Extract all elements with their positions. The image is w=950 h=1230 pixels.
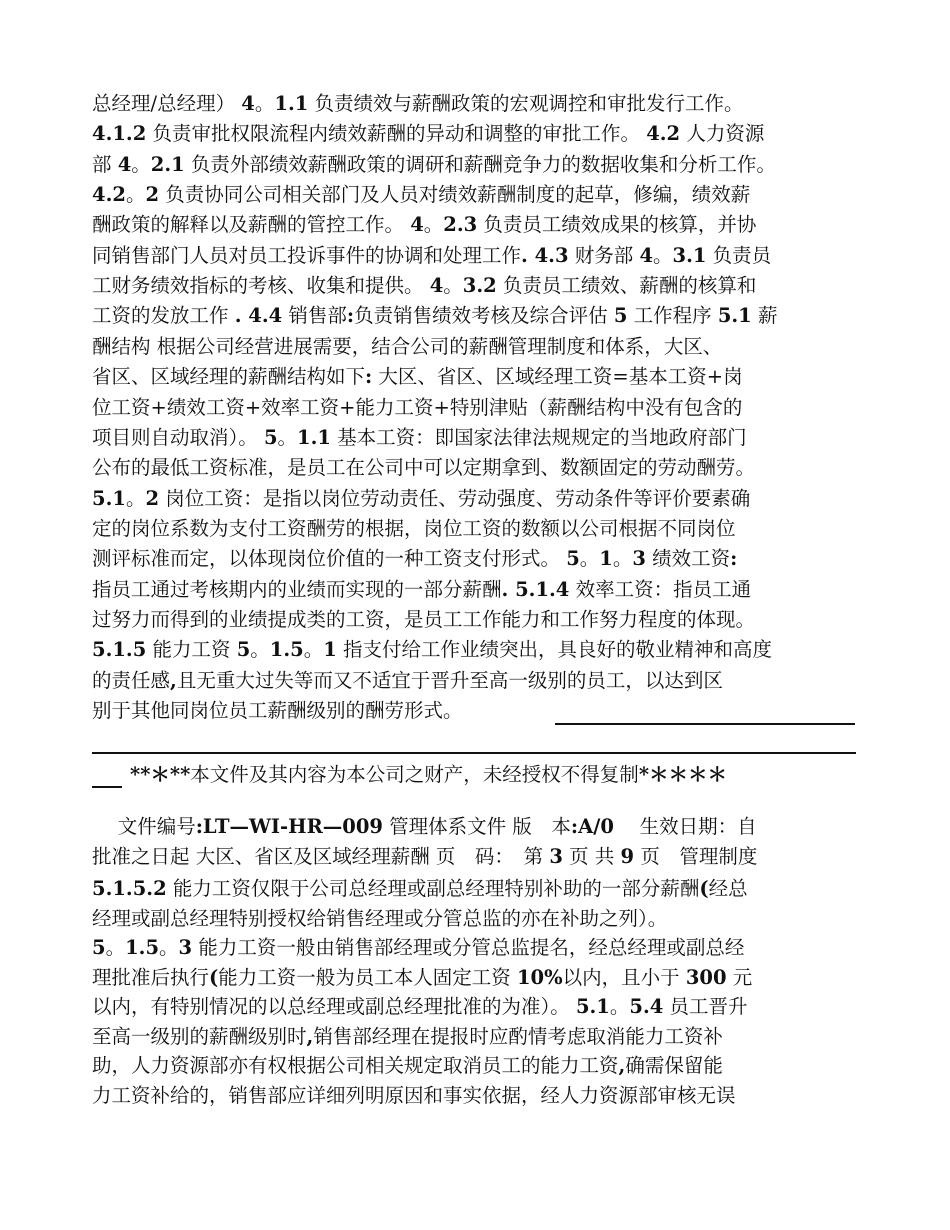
text-line <box>92 152 872 178</box>
text-line <box>92 607 872 633</box>
text-segment: 。 <box>250 638 270 662</box>
bold-segment: 1 <box>323 638 337 662</box>
text-line <box>92 577 872 603</box>
bold-segment: 5.1 <box>717 304 752 328</box>
text-segment: 且无重大过失等而又不适宜于晋升至高一级别的员工，以达到区 <box>176 668 723 692</box>
text-line <box>92 637 872 663</box>
bold-segment: 5 <box>236 638 251 662</box>
text-line <box>92 844 872 870</box>
bold-segment: 3.2 <box>462 274 497 298</box>
text-segment: 公布的最低工资标准，是员工在公司中可以定期拿到、数额固定的劳动酬劳。 <box>92 456 756 480</box>
text-segment: 人力资源 <box>680 122 765 146</box>
text-segment: 负责绩效与薪酬政策的宏观调控和审批发行工作。 <box>308 92 744 115</box>
bold-segment: 3 <box>549 845 563 868</box>
text-segment: 能力工资一般为员工本人固定工资 <box>218 965 517 989</box>
bold-segment: 5.1.5.2 <box>92 877 167 900</box>
text-line <box>92 698 872 724</box>
text-segment: 。 <box>125 183 146 207</box>
text-segment: 。 <box>443 274 463 298</box>
text-segment: 部 <box>92 152 118 176</box>
text-segment: 负责销售绩效考核及综合评估 <box>354 304 614 328</box>
text-segment: 能力工资仅限于公司总经理或副总经理特别补助的一部分薪酬 <box>166 877 700 900</box>
bold-segment: 2 <box>145 183 160 207</box>
text-segment: 经总 <box>708 877 748 900</box>
bold-segment: 3 <box>178 936 193 959</box>
text-segment: 。 <box>105 936 126 959</box>
bold-segment: 5 <box>263 425 278 449</box>
text-segment: 经理或副总经理特别授权给销售经理或分管总监的亦在补助之列）。 <box>92 906 668 930</box>
bold-segment: 9 <box>620 845 635 868</box>
text-segment: 指支付给工作业绩突出，具良好的敬业精神和高度 <box>336 638 773 662</box>
text-segment: 生效日期：自 <box>613 815 757 838</box>
bold-segment: 4 <box>117 152 132 176</box>
text-line <box>92 994 872 1020</box>
text-segment: 。 <box>277 425 298 449</box>
bold-segment: 5.1 <box>92 486 126 510</box>
bold-segment: 4 <box>639 243 654 267</box>
text-segment: 项目则自动取消）。 <box>92 425 264 449</box>
text-line <box>92 243 872 269</box>
text-segment: 过努力而得到的业绩提成类的工资，是员工工作能力和工作努力程度的体现。 <box>92 607 756 631</box>
bold-segment: 1.5 <box>269 638 304 662</box>
text-segment: 。 <box>423 213 444 237</box>
text-line <box>92 425 872 451</box>
text-segment: 力工资补给的，销售部应详细列明原因和事实依据，经人力资源部审核无误 <box>92 1083 736 1107</box>
bold-segment: 3.1 <box>672 243 707 267</box>
text-segment: 能力工资 <box>146 638 237 662</box>
bold-segment: . 4.4 <box>234 304 283 328</box>
text-segment: 省区、区域经理的薪酬结构如下 <box>92 365 366 389</box>
bold-segment: : <box>346 304 355 328</box>
text-segment: 批准之日起 大区、省区及区域经理薪酬 页 码： 第 <box>92 845 550 868</box>
text-line <box>92 91 872 117</box>
text-line <box>92 182 872 208</box>
text-segment: 效率工资：指员工通 <box>569 577 752 601</box>
text-segment: 绩效工资 <box>645 547 731 571</box>
bold-segment: , <box>306 1024 314 1048</box>
bold-segment: 2.1 <box>150 152 185 176</box>
text-line <box>92 486 872 512</box>
text-segment: 。 <box>653 243 673 267</box>
text-segment: 的责任感 <box>92 668 171 692</box>
text-segment: 。 <box>612 547 633 571</box>
text-line <box>92 906 872 932</box>
text-segment: 文件编号 <box>92 815 196 838</box>
text-segment: 指员工通过考核期内的业绩而实现的一部分薪酬 <box>92 577 502 601</box>
bold-segment: 5 <box>613 304 628 328</box>
text-segment: 。 <box>131 152 151 176</box>
bold-segment: 3 <box>632 547 646 571</box>
text-line <box>92 516 872 542</box>
bold-segment: , <box>618 1054 626 1077</box>
text-segment: 酬政策的解释以及薪酬的管控工作。 <box>92 213 411 237</box>
text-line <box>92 935 872 961</box>
text-segment: 。 <box>254 92 275 115</box>
bold-segment: 300 <box>685 965 727 989</box>
text-segment: 助，人力资源部亦有权根据公司相关规定取消员工的能力工资 <box>92 1054 619 1077</box>
bold-segment: 2 <box>145 486 160 510</box>
bold-segment: : <box>365 365 373 389</box>
text-segment: 酬结构 根据公司经营进展需要，结合公司的薪酬管理制度和体系，大区、 <box>92 334 723 358</box>
text-segment: 位工资+绩效工资+效率工资+能力工资+特别津贴（薪酬结构中没有包含的 <box>92 395 743 419</box>
text-segment: 财务部 <box>568 243 640 267</box>
text-segment: 别于其他同岗位员工薪酬级别的酬劳形式。 <box>92 699 463 722</box>
text-line <box>92 334 872 360</box>
notice-suffix: *＊＊＊＊ <box>638 763 728 786</box>
bold-segment: 5.1.5 <box>92 638 147 662</box>
text-line <box>92 364 872 390</box>
text-segment: 薪 <box>751 304 778 328</box>
text-segment: 负责员 <box>706 243 772 267</box>
bold-segment: , <box>170 668 177 692</box>
notice-prefix: **＊** <box>130 763 191 786</box>
bold-segment: 1.1 <box>274 92 309 115</box>
text-segment: 负责审批权限流程内绩效薪酬的异动和调整的审批工作。 <box>146 122 647 146</box>
text-segment: 同销售部门人员对员工投诉事件的协调和处理工作 <box>92 243 522 267</box>
bold-segment: :A/0 <box>570 815 614 838</box>
notice-text: 本文件及其内容为本公司之财产，未经授权不得复制 <box>190 763 639 786</box>
bold-segment: 4.1.2 <box>92 122 147 146</box>
bold-segment: ( <box>699 877 709 900</box>
bold-segment: 4.2 <box>92 183 126 207</box>
text-segment: 页 管理制度 <box>634 845 758 868</box>
bold-segment: 5 <box>566 547 580 571</box>
bold-segment: 1.5 <box>125 936 160 959</box>
text-segment: 员工晋升 <box>663 995 748 1018</box>
text-segment: 工财务绩效指标的考核、收集和提供。 <box>92 274 430 298</box>
bold-segment: 1 <box>599 547 613 571</box>
text-segment: 负责员工绩效成果的核算，并协 <box>477 213 757 237</box>
text-line <box>92 395 872 421</box>
text-segment: 确需保留能 <box>625 1054 723 1077</box>
text-segment: 总经理/总经理） <box>92 92 242 115</box>
text-segment: 负责外部绩效薪酬政策的调研和薪酬竞争力的数据收集和分析工作。 <box>184 152 776 176</box>
text-line <box>92 814 872 840</box>
text-segment: 测评标准而定，以体现岗位价值的一种工资支付形式。 <box>92 547 567 571</box>
text-line <box>92 876 872 902</box>
text-segment: 负责协同公司相关部门及人员对绩效薪酬制度的起草，修编，绩效薪 <box>159 183 751 207</box>
text-segment: 负责员工绩效、薪酬的核算和 <box>496 274 757 298</box>
text-segment: 元 <box>726 965 753 989</box>
bold-segment: . 5.1.4 <box>501 577 570 601</box>
bold-segment: 5 <box>92 936 106 959</box>
footer-divider <box>92 752 856 754</box>
text-segment: 能力工资一般由销售部经理或分管总监提名，经总经理或副总经 <box>192 936 745 959</box>
bold-segment: 4 <box>241 92 255 115</box>
bold-segment: 5.4 <box>629 995 664 1018</box>
text-segment: 岗位工资：是指以岗位劳动责任、劳动强度、劳动条件等评价要素确 <box>159 486 751 510</box>
text-line <box>92 546 872 572</box>
bold-segment: . 4.3 <box>521 243 569 267</box>
bold-segment: 4.2 <box>646 122 681 146</box>
confidential-notice <box>130 762 727 788</box>
text-line <box>92 1053 872 1079</box>
text-segment: 理批准后执行 <box>92 965 210 989</box>
text-line <box>92 303 872 329</box>
text-segment: 页 共 <box>562 845 621 868</box>
text-line <box>92 212 872 238</box>
text-line <box>92 121 872 147</box>
bold-segment: 1.1 <box>297 425 331 449</box>
text-segment: 。 <box>159 936 179 959</box>
text-segment: 基本工资：即国家法律法规规定的当地政府部门 <box>330 425 747 449</box>
text-line <box>92 1083 872 1109</box>
bold-segment: 4 <box>410 213 424 237</box>
text-segment: 大区、省区、区域经理工资=基本工资+岗 <box>372 365 743 389</box>
text-segment: 。 <box>579 547 600 571</box>
text-segment: 销售部经理在提报时应酌情考虑取消能力工资补 <box>313 1024 723 1048</box>
bold-segment: ( <box>209 965 219 989</box>
text-line <box>92 965 872 991</box>
bold-segment: : <box>730 547 738 571</box>
text-segment: 。 <box>125 486 146 510</box>
bold-segment: 2.3 <box>443 213 478 237</box>
bold-segment: 5.1 <box>575 995 610 1018</box>
text-segment: 。 <box>609 995 630 1018</box>
text-segment: 。 <box>303 638 324 662</box>
text-line <box>92 273 872 299</box>
text-segment: 定的岗位系数为支付工资酬劳的根据，岗位工资的数额以公司根据不同岗位 <box>92 516 736 540</box>
text-line <box>92 455 872 481</box>
text-segment: 工作程序 <box>627 304 718 328</box>
text-line <box>92 668 872 694</box>
footer-short-rule <box>92 786 122 788</box>
text-segment: 销售部 <box>282 304 347 328</box>
text-segment: 以内，有特别情况的以总经理或副总经理批准的为准）。 <box>92 995 576 1018</box>
signature-rule <box>555 723 855 725</box>
text-segment: 以内，且小于 <box>562 965 686 989</box>
text-line <box>92 1024 872 1050</box>
bold-segment: 10% <box>516 965 563 989</box>
bold-segment: 4 <box>429 274 444 298</box>
bold-segment: :LT—WI-HR—009 <box>195 815 383 838</box>
text-segment: 工资的发放工作 <box>92 304 235 328</box>
text-segment: 管理体系文件 版 本 <box>382 815 571 838</box>
text-segment: 至高一级别的薪酬级别时 <box>92 1024 307 1048</box>
